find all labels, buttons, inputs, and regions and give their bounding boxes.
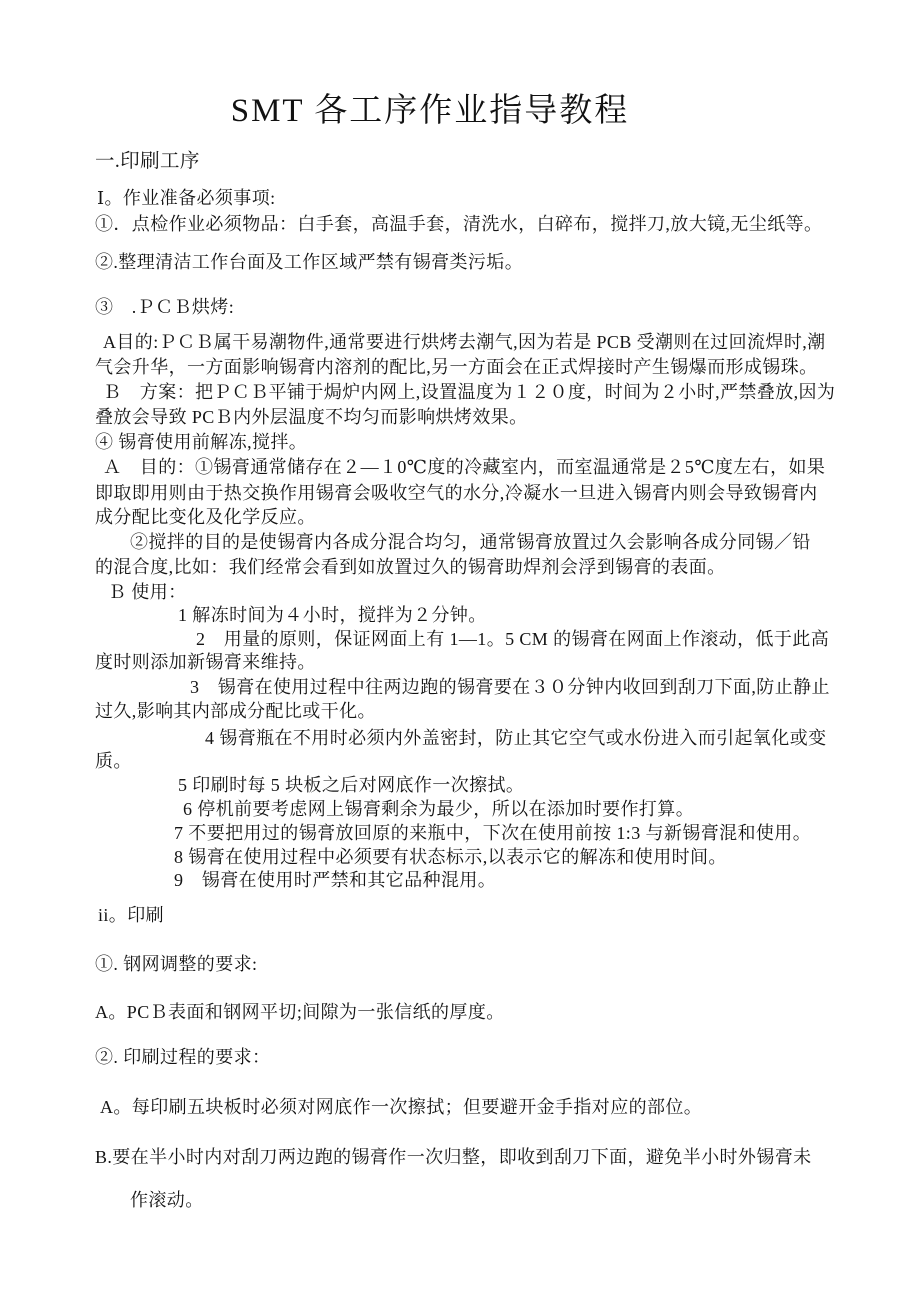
doc-line: A。PCＢ表面和钢网平切;间隙为一张信纸的厚度。 xyxy=(95,1002,505,1022)
doc-line: ②.整理清洁工作台面及工作区域严禁有锡膏类污垢。 xyxy=(95,252,524,272)
doc-line: 气会升华，一方面影响锡膏内溶剂的配比,另一方面会在正式焊接时产生锡爆而形成锡珠。 xyxy=(95,357,818,377)
doc-line: ④ 锡膏使用前解冻,搅拌。 xyxy=(95,432,308,452)
doc-line: 过久,影响其内部成分配比或干化。 xyxy=(95,701,376,721)
doc-line: Ｂ 使用： xyxy=(108,582,187,602)
doc-line: ②搅拌的目的是使锡膏内各成分混合均匀，通常锡膏放置过久会影响各成分同锡／铅 xyxy=(130,532,811,552)
list-item: 7 不要把用过的锡膏放回原的来瓶中，下次在使用前按 1:3 与新锡膏混和使用。 xyxy=(174,823,812,843)
list-item: 8 锡膏在使用过程中必须要有状态标示,以表示它的解冻和使用时间。 xyxy=(174,847,727,867)
list-item: 3 锡膏在使用过程中往两边跑的锡膏要在３０分钟内收回到刮刀下面,防止静止 xyxy=(190,677,830,697)
doc-line: ①．点检作业必须物品：白手套，高温手套，清洗水，白碎布，搅拌刀,放大镜,无尘纸等。 xyxy=(95,214,823,234)
doc-line: Ｂ 方案：把ＰＣＢ平铺于焗炉内网上,设置温度为１２０度，时间为２小时,严禁叠放,因为 xyxy=(103,382,836,402)
list-item: 1 解冻时间为４小时，搅拌为２分钟。 xyxy=(178,605,487,625)
doc-line: 成分配比变化及化学反应。 xyxy=(95,507,316,527)
section-heading-printing-process: 一.印刷工序 xyxy=(95,151,200,172)
doc-line: 叠放会导致 PCＢ内外层温度不均匀而影响烘烤效果。 xyxy=(95,407,528,427)
list-item: 2 用量的原则，保证网面上有 1—1。5 CM 的锡膏在网面上作滚动，低于此高 xyxy=(196,629,830,649)
doc-line: 的混合度,比如：我们经常会看到如放置过久的锡膏助焊剂会浮到锡膏的表面。 xyxy=(95,557,726,577)
doc-line: ①. 钢网调整的要求: xyxy=(95,954,258,974)
doc-line: Ａ 目的：①锡膏通常储存在２—１0℃度的冷藏室内，而室温通常是２5℃度左右，如果 xyxy=(103,457,826,477)
doc-line: ③ .ＰＣＢ烘烤: xyxy=(95,297,235,317)
subsection-heading-printing: ii。印刷 xyxy=(98,905,165,925)
list-item: 9 锡膏在使用时严禁和其它品种混用。 xyxy=(174,870,497,890)
subsection-heading-preparation: Ⅰ。作业准备必须事项: xyxy=(97,188,276,208)
doc-line: B.要在半小时内对刮刀两边跑的锡膏作一次归整，即收到刮刀下面，避免半小时外锡膏未 xyxy=(95,1147,812,1167)
list-item: 6 停机前要考虑网上锡膏剩余为最少，所以在添加时要作打算。 xyxy=(183,799,695,819)
list-item: 5 印刷时每 5 块板之后对网底作一次擦拭。 xyxy=(178,775,525,795)
doc-line: 作滚动。 xyxy=(130,1190,204,1210)
doc-line: 质。 xyxy=(95,751,132,771)
list-item: 4 锡膏瓶在不用时必须内外盖密封，防止其它空气或水份进入而引起氧化或变 xyxy=(205,728,827,748)
document-title: SMT 各工序作业指导教程 xyxy=(230,93,630,129)
doc-line: 度时则添加新锡膏来维持。 xyxy=(95,652,316,672)
doc-line: A。每印刷五块板时必须对网底作一次擦拭；但要避开金手指对应的部位。 xyxy=(100,1097,703,1117)
doc-line: ②. 印刷过程的要求： xyxy=(95,1047,271,1067)
doc-line: 即取即用则由于热交换作用锡膏会吸收空气的水分,冷凝水一旦进入锡膏内则会导致锡膏内 xyxy=(95,483,818,503)
doc-line: A目的:ＰＣＢ属干易潮物件,通常要进行烘烤去潮气,因为若是 PCB 受潮则在过回流焊时,潮 xyxy=(103,332,826,352)
